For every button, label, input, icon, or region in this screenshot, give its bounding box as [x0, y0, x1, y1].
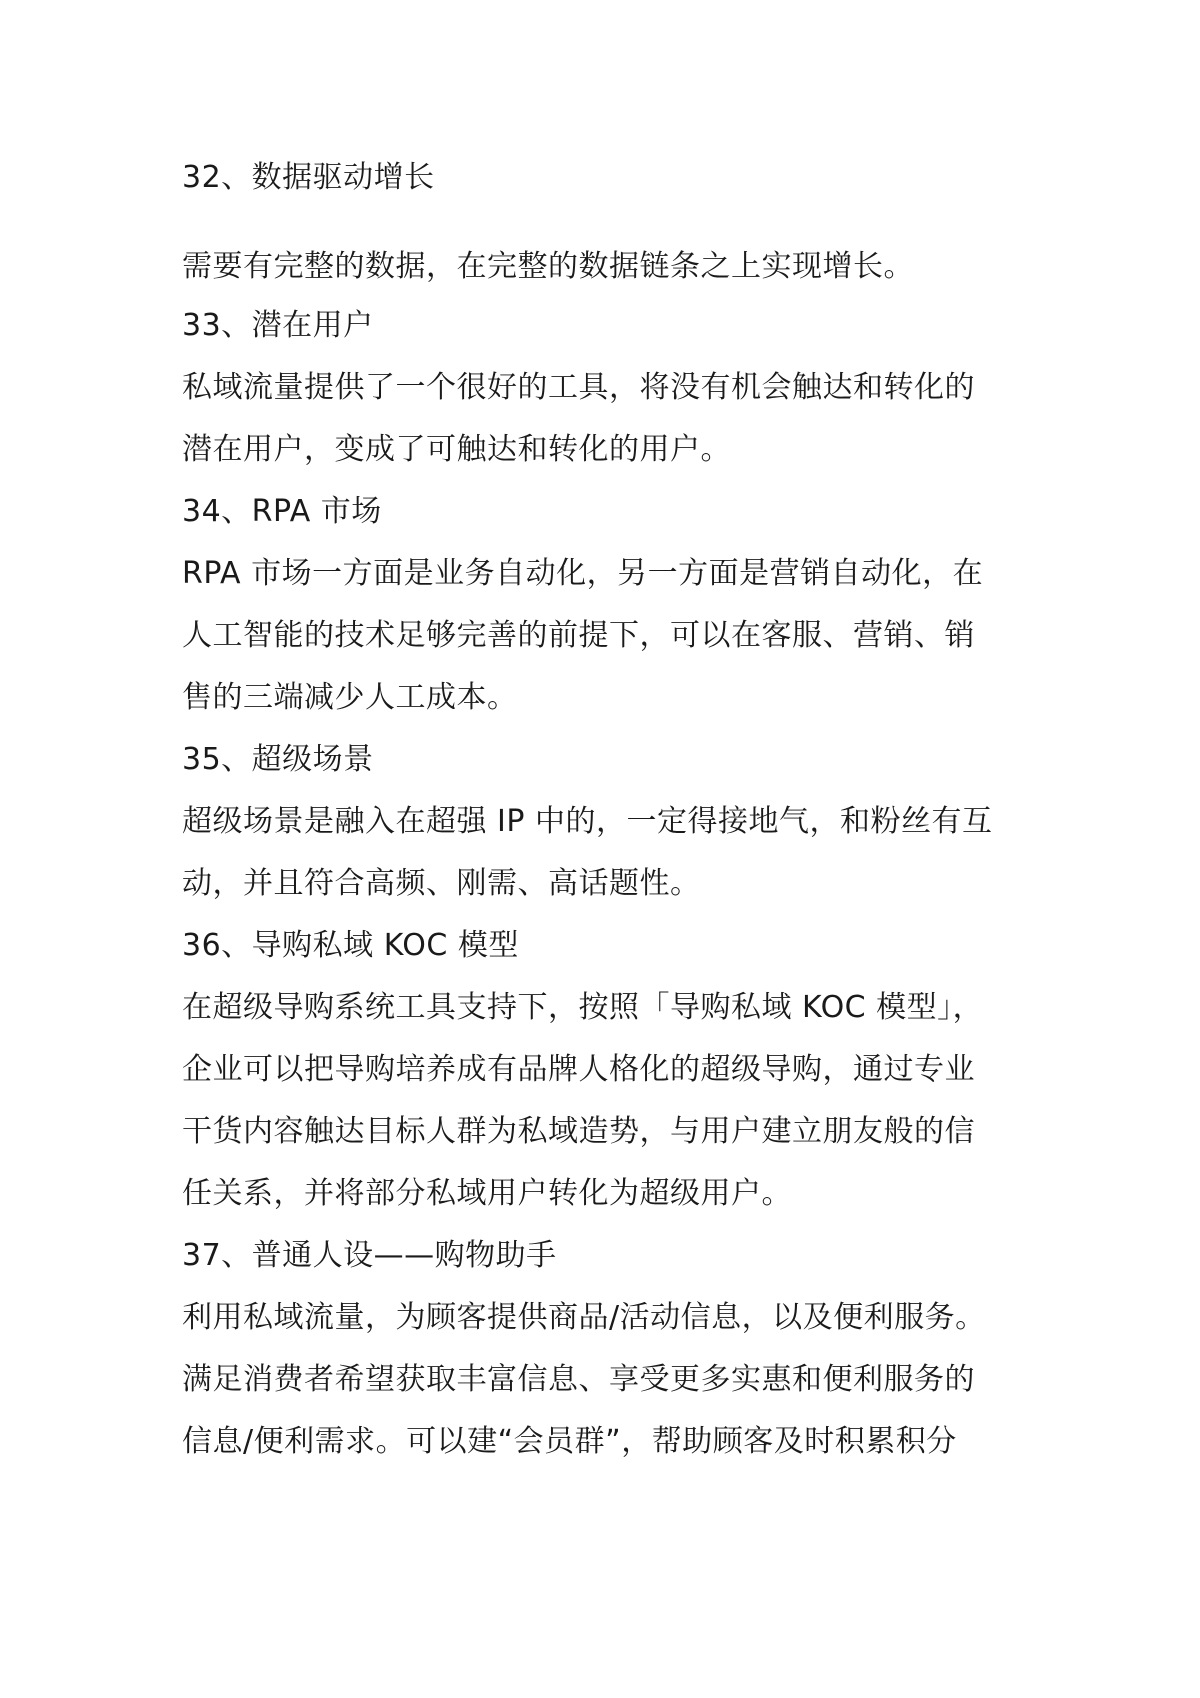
paragraph-line: 任关系，并将部分私域用户转化为超级用户。 — [182, 1176, 792, 1211]
paragraph-line: 干货内容触达目标人群为私域造势，与用户建立朋友般的信 — [182, 1114, 975, 1149]
section-heading-35: 35、超级场景 — [182, 742, 374, 777]
paragraph-line: RPA 市场一方面是业务自动化，另一方面是营销自动化，在 — [182, 556, 984, 591]
section-heading-36: 36、导购私域 KOC 模型 — [182, 928, 519, 963]
paragraph-line: 超级场景是融入在超强 IP 中的，一定得接地气，和粉丝有互 — [182, 804, 993, 839]
section-heading-33: 33、潜在用户 — [182, 308, 374, 343]
paragraph-line: 利用私域流量，为顾客提供商品/活动信息，以及便利服务。 — [182, 1300, 986, 1335]
paragraph-line: 满足消费者希望获取丰富信息、享受更多实惠和便利服务的 — [182, 1362, 975, 1397]
paragraph-line: 人工智能的技术足够完善的前提下，可以在客服、营销、销 — [182, 618, 975, 653]
paragraph-line: 动，并且符合高频、刚需、高话题性。 — [182, 866, 701, 901]
section-heading-37: 37、普通人设——购物助手 — [182, 1238, 557, 1273]
paragraph-line: 私域流量提供了一个很好的工具，将没有机会触达和转化的 — [182, 370, 975, 405]
section-heading-32: 32、数据驱动增长 — [182, 160, 435, 195]
paragraph-line: 企业可以把导购培养成有品牌人格化的超级导购，通过专业 — [182, 1052, 975, 1087]
section-heading-34: 34、RPA 市场 — [182, 494, 382, 529]
paragraph-line: 在超级导购系统工具支持下，按照「导购私域 KOC 模型」， — [182, 990, 984, 1025]
paragraph-line: 信息/便利需求。可以建“会员群”，帮助顾客及时积累积分 — [182, 1424, 957, 1459]
paragraph-line: 潜在用户，变成了可触达和转化的用户。 — [182, 432, 731, 467]
paragraph-line: 售的三端减少人工成本。 — [182, 680, 518, 715]
paragraph-line: 需要有完整的数据，在完整的数据链条之上实现增长。 — [182, 249, 914, 284]
